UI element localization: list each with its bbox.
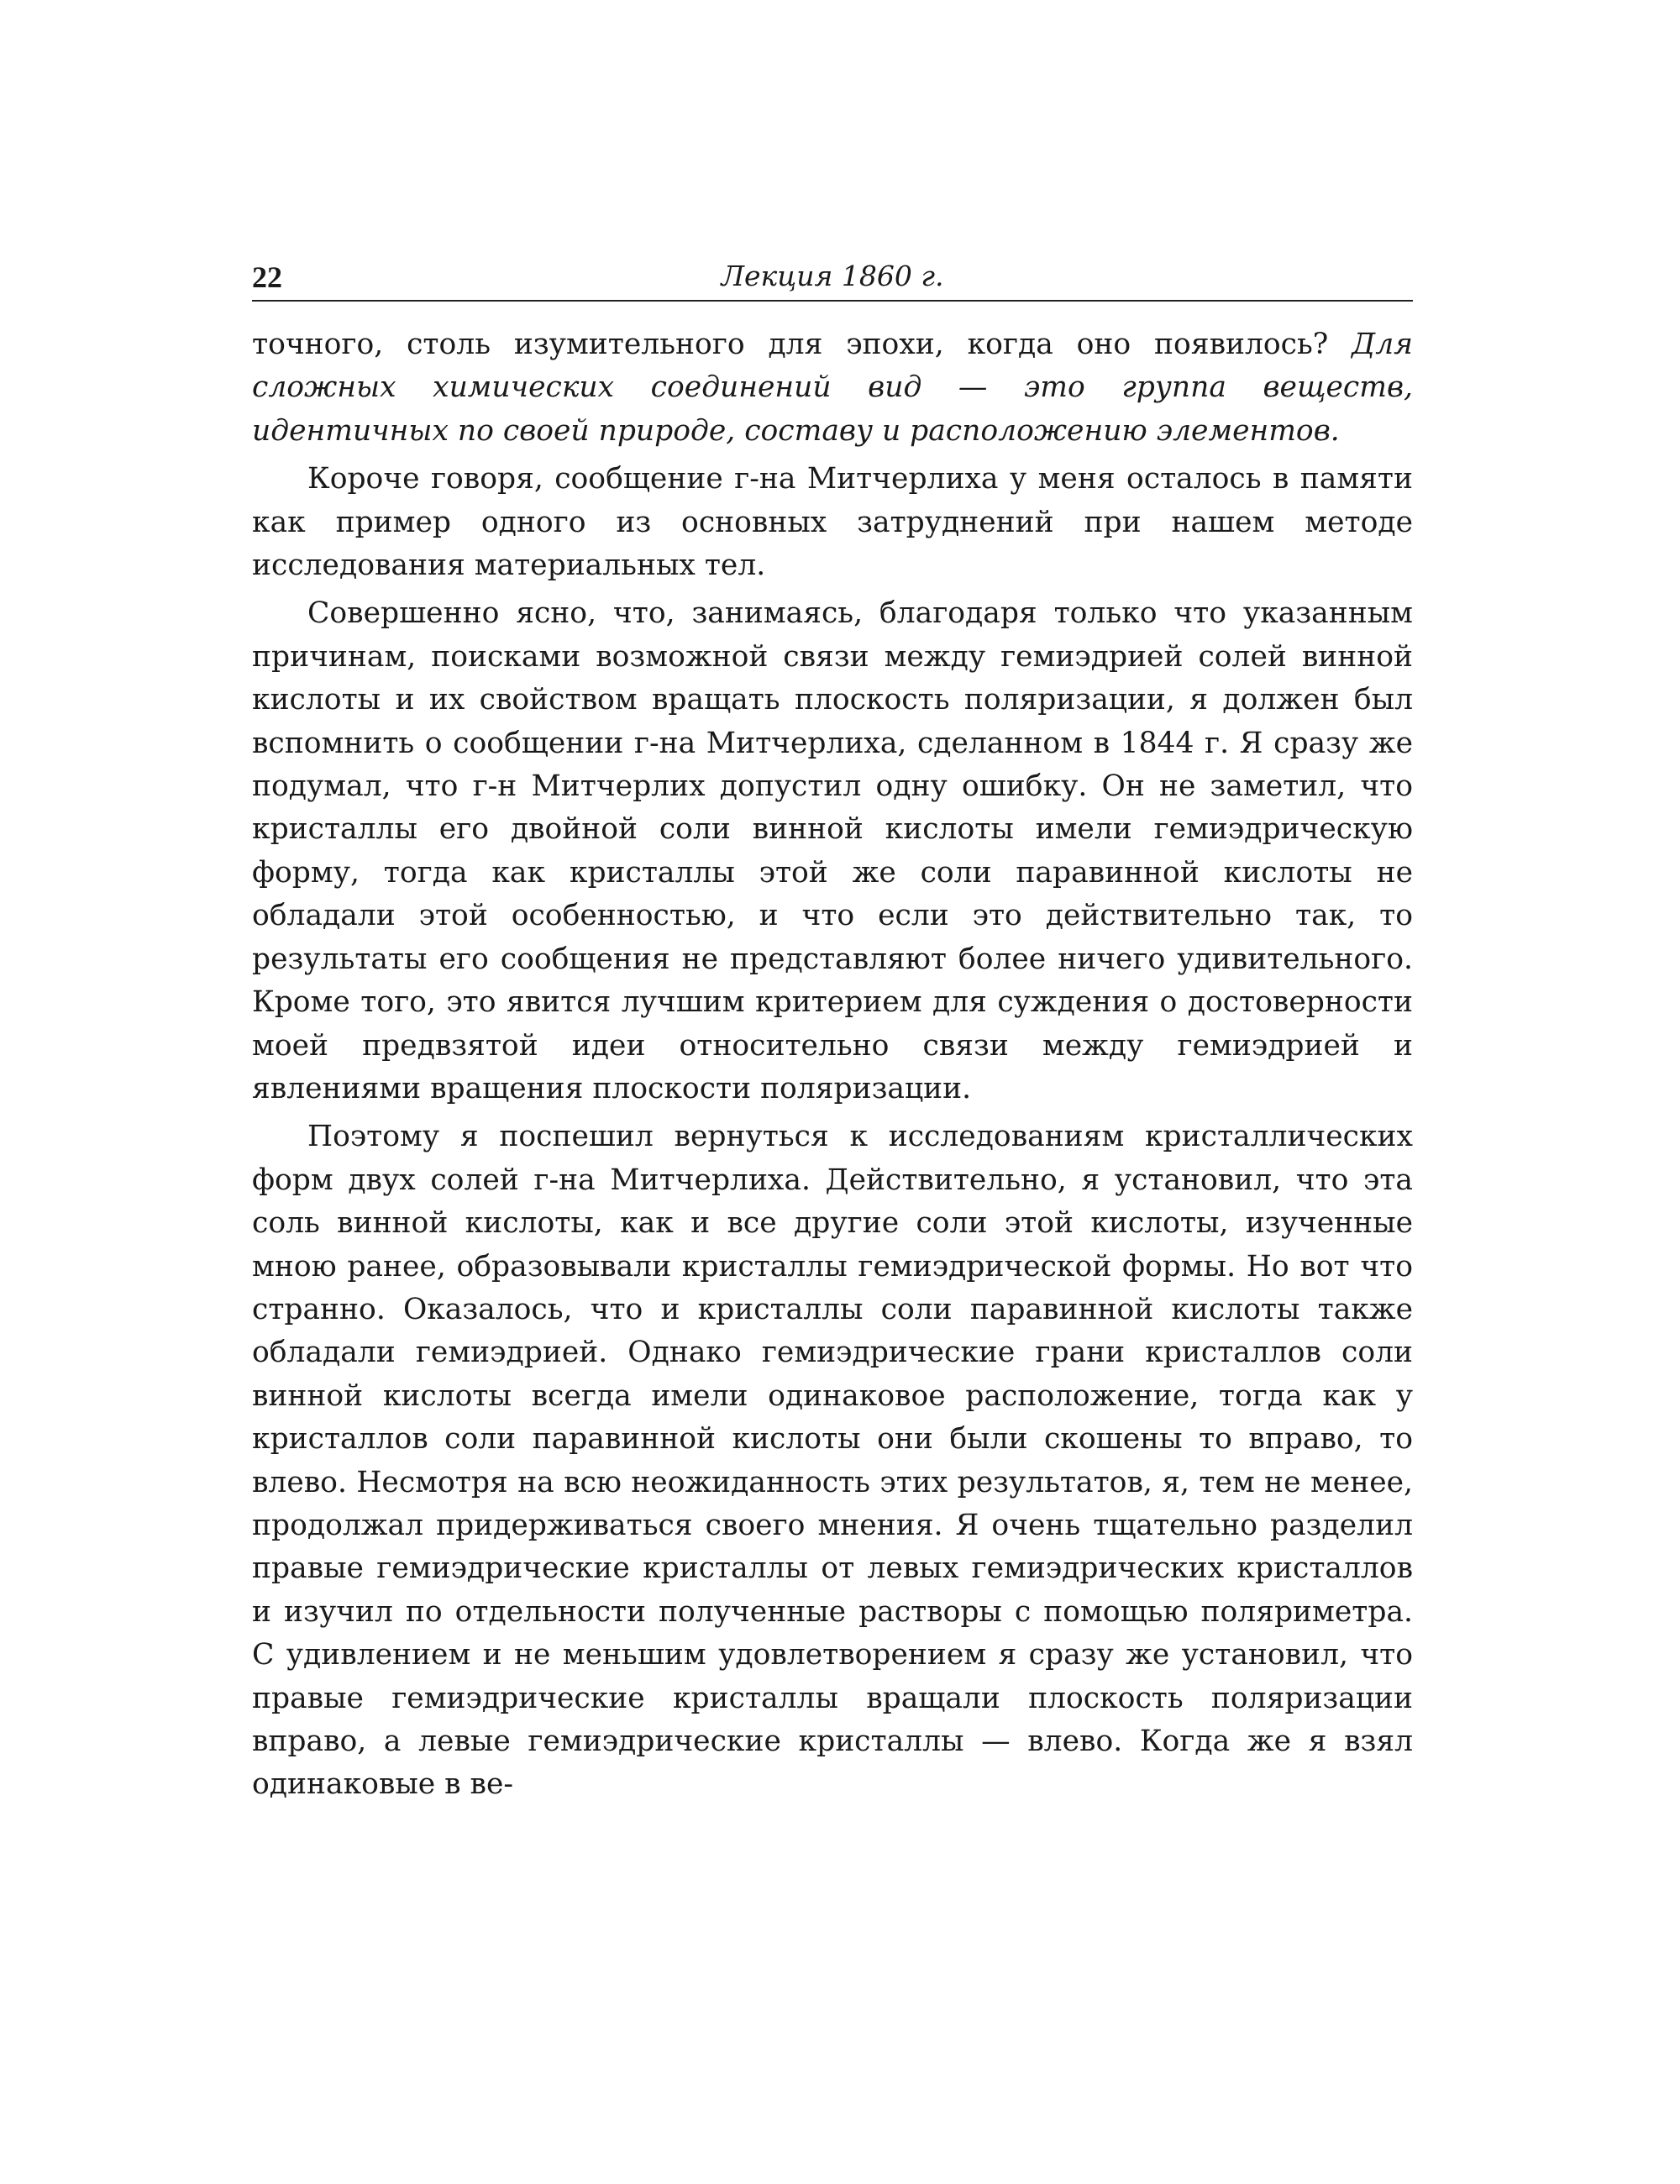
header-rule [252, 300, 1413, 302]
paragraph-1 [252, 323, 1413, 453]
page-number: 22 [252, 260, 282, 294]
book-page [252, 256, 1413, 1812]
running-title: Лекция 1860 г. [721, 260, 944, 292]
body-text [252, 323, 1413, 1807]
paragraph-1-lead: точного, столь изумительного для эпохи, когда оно появилось? [252, 328, 1352, 361]
species-definition-italic: Для сложных химических соединений вид — это группа веществ, идентичных по своей природе, составу и расположению элементов. [252, 328, 1413, 448]
paragraph-4: Поэтому я поспешил вернуться к исследованиям кристаллических форм двух солей г-на Митчерлиха. Действительно, я установил, что эта соль винной кислоты, как и все другие соли этой кислоты, изученные мною ранее, образовывали кристаллы гемиэдрической формы. Но вот что странно. Оказалось, что и кристаллы соли паравинной кислоты также обладали гемиэдрией. Однако гемиэдрические грани кристаллов соли винной кислоты всегда имели одинаковое расположение, тогда как у кристаллов соли паравинной кислоты они были скошены то вправо, то влево. Несмотря на всю неожиданность этих результатов, я, тем не менее, продолжал придерживаться своего мнения. Я очень тщательно разделил правые гемиэдрические кристаллы от левых гемиэдрических кристаллов и изучил по отдельности полученные растворы с помощью поляриметра. С удивлением и не меньшим удовлетворением я сразу же установил, что правые гемиэдрические кристаллы вращали плоскость поляризации вправо, а левые гемиэдрические кристаллы — влево. Когда же я взял одинаковые в ве- [252, 1120, 1413, 1802]
paragraph-3: Совершенно ясно, что, занимаясь, благодаря только что указанным причинам, поисками возможной связи между гемиэдрией солей винной кислоты и их свойством вращать плоскость поляризации, я должен был вспомнить о сообщении г-на Митчерлиха, сделанном в 1844 г. Я сразу же подумал, что г-н Митчерлих допустил одну ошибку. Он не заметил, что кристаллы его двойной соли винной кислоты имели гемиэдрическую форму, тогда как кристаллы этой же соли паравинной кислоты не обладали этой особенностью, и что если это действительно так, то результаты его сообщения не представляют более ничего удивительного. Кроме того, это явится лучшим критерием для суждения о достоверности моей предвзятой идеи относительно связи между гемиэдрией и явлениями вращения плоскости поляризации. [252, 596, 1413, 1105]
running-head [252, 256, 1413, 300]
paragraph-2: Короче говоря, сообщение г-на Митчерлиха у меня осталось в памяти как пример одного из основных затруднений при нашем методе исследования материальных тел. [252, 462, 1413, 583]
